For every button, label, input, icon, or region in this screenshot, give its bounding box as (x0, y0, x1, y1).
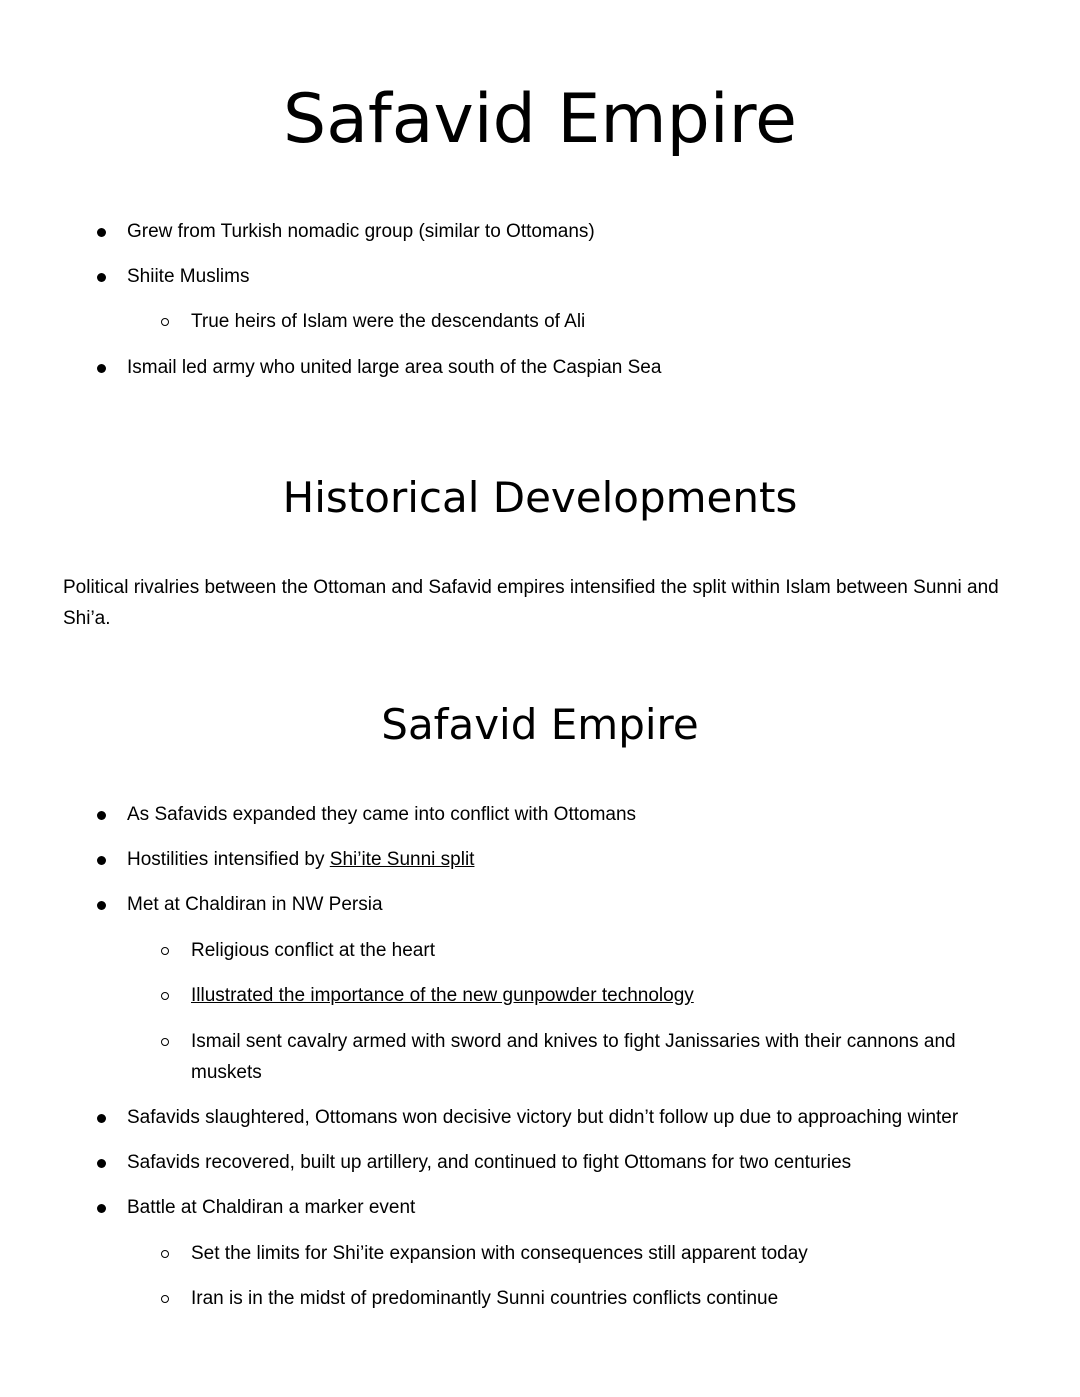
bullet-dot-icon (97, 273, 106, 282)
bullet-dot-icon (97, 364, 106, 373)
bullet-ring-icon (161, 1038, 169, 1046)
section-heading: Safavid Empire (381, 700, 699, 749)
list-item: Grew from Turkish nomadic group (similar to Ottomans) (127, 221, 595, 242)
bullet-dot-icon (97, 901, 106, 910)
list-item: Shiite Muslims (127, 266, 250, 287)
list-item-text: Hostilities intensified by (127, 849, 330, 870)
bullet-ring-icon (161, 992, 169, 1000)
section-heading: Historical Developments (282, 473, 798, 522)
bullet-ring-icon (161, 947, 169, 955)
bullet-dot-icon (97, 228, 106, 237)
sub-list-item: True heirs of Islam were the descendants of Ali (191, 311, 586, 332)
bullet-ring-icon (161, 1250, 169, 1258)
underlined-phrase: Shi’ite Sunni split (329, 849, 475, 870)
list-item: Safavids slaughtered, Ottomans won decisive victory but didn’t follow up due to approaching winter (127, 1107, 959, 1128)
bullet-dot-icon (97, 1159, 106, 1168)
bullet-dot-icon (97, 856, 106, 865)
list-item: Ismail led army who united large area south of the Caspian Sea (127, 357, 662, 378)
list-item: As Safavids expanded they came into conflict with Ottomans (127, 804, 637, 825)
bullet-dot-icon (97, 1204, 106, 1213)
bullet-dot-icon (97, 1114, 106, 1123)
list-item: Met at Chaldiran in NW Persia (127, 894, 383, 915)
sub-list-item: Ismail sent cavalry armed with sword and knives to fight Janissaries with their cannons and muskets (191, 1031, 956, 1083)
list-item (127, 848, 474, 872)
page-title: Safavid Empire (283, 80, 797, 159)
bullet-ring-icon (161, 318, 169, 326)
list-item: Safavids recovered, built up artillery, and continued to fight Ottomans for two centuries (127, 1152, 852, 1173)
sub-list-item: Iran is in the midst of predominantly Sunni countries conflicts continue (191, 1288, 779, 1309)
sub-list-item-underlined: Illustrated the importance of the new gunpowder technology (191, 985, 694, 1006)
paragraph: Political rivalries between the Ottoman and Safavid empires intensified the split within Islam between Sunni and Shi’a. (63, 577, 999, 629)
sub-list-item: Religious conflict at the heart (191, 940, 435, 961)
sub-list-item: Set the limits for Shi’ite expansion with consequences still apparent today (191, 1243, 808, 1264)
bullet-dot-icon (97, 811, 106, 820)
list-item: Battle at Chaldiran a marker event (127, 1197, 416, 1218)
bullet-ring-icon (161, 1295, 169, 1303)
